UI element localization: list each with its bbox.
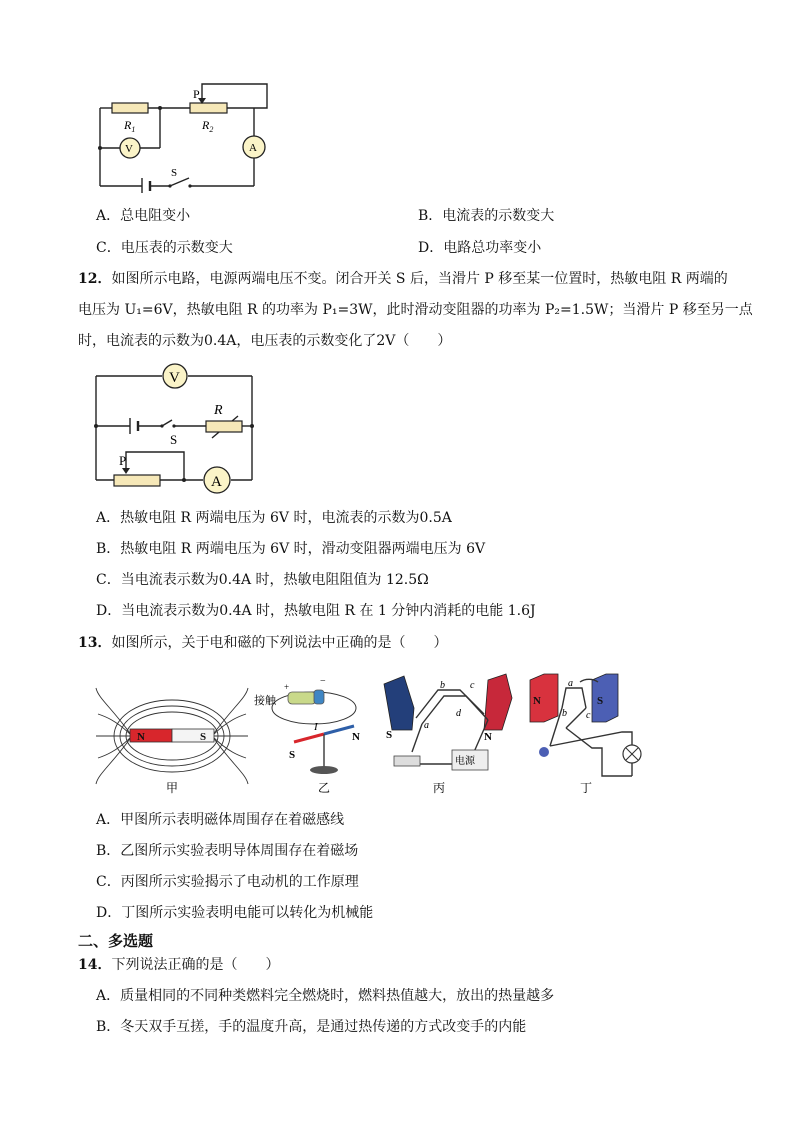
figure-label-ding: 丁 (580, 781, 593, 795)
q12-line-3: 时，电流表的示数为0.4A，电压表的示数变化了2V（ ） (78, 333, 452, 349)
q11-option-a[interactable]: A．总电阻变小 (96, 208, 191, 224)
q11-option-b[interactable]: B．电流表的示数变大 (418, 208, 555, 224)
q12-option-b[interactable]: B．热敏电阻 R 两端电压为 6V 时，滑动变阻器两端电压为 6V (96, 541, 486, 557)
label-v-2: V (169, 370, 180, 386)
label-r2: $R_2$ (202, 118, 214, 134)
label-r: R (214, 403, 223, 418)
q14-stem: 14．下列说法正确的是（ ） (78, 957, 280, 973)
bing-b-label: b (440, 680, 445, 691)
resistor-r1 (112, 103, 148, 113)
q13-option-d[interactable]: D．丁图所示实验表明电能可以转化为机械能 (96, 905, 374, 921)
current-label: I (314, 721, 318, 733)
label-r1: $R_1$ (124, 118, 136, 134)
q11-option-d[interactable]: D．电路总功率变小 (418, 240, 542, 256)
circuit-diagram-q12 (90, 362, 260, 494)
thermistor-r (206, 421, 242, 432)
ding-a-label: a (568, 678, 573, 689)
q14-number: 14． (78, 957, 112, 973)
bing-s-label: S (386, 729, 393, 741)
rheostat (114, 475, 160, 486)
label-v: V (125, 143, 133, 155)
q14-option-b[interactable]: B．冬天双手互搓，手的温度升高，是通过热传递的方式改变手的内能 (96, 1019, 527, 1035)
ding-b-label: b (562, 708, 567, 719)
bing-d-label: d (456, 708, 461, 719)
q13-figures (92, 668, 652, 798)
figure-bing (384, 674, 512, 795)
label-a-2: A (211, 474, 222, 490)
q12-line-1: 12．如图所示电路，电源两端电压不变。闭合开关 S 后，当滑片 P 移至某一位置时，热敏电阻 R 两端的 (78, 271, 728, 287)
q12-line-2: 电压为 U₁=6V，热敏电阻 R 的功率为 P₁=3W，此时滑动变阻器的功率为 P₂=1.5W；当滑片 P 移至另一点 (78, 302, 753, 318)
svg-text:+: + (284, 682, 290, 692)
q13-option-a[interactable]: A．甲图所示表明磁体周围存在着磁感线 (96, 812, 345, 828)
yi-n-label: N (352, 731, 360, 743)
jia-s-label: S (200, 731, 207, 743)
q12-number: 12． (78, 271, 112, 287)
label-a: A (249, 142, 257, 154)
q13-option-c[interactable]: C．丙图所示实验揭示了电动机的工作原理 (96, 874, 359, 890)
jia-n-label: N (137, 731, 145, 743)
figure-jia (96, 688, 248, 795)
circuit-diagram-q11 (92, 78, 272, 193)
q13-number: 13． (78, 635, 112, 651)
bing-c-label: c (470, 680, 475, 691)
q11-option-c[interactable]: C．电压表的示数变大 (96, 240, 233, 256)
q13-stem: 13．如图所示，关于电和磁的下列说法中正确的是（ ） (78, 635, 448, 651)
ding-n-label: N (533, 695, 541, 707)
figure-yi (254, 676, 360, 795)
yi-s-label: S (289, 749, 296, 761)
svg-text:−: − (320, 676, 326, 687)
q14-option-a[interactable]: A．质量相同的不同种类燃料完全燃烧时，燃料热值越大，放出的热量越多 (96, 988, 555, 1004)
label-p-2: P (119, 453, 127, 468)
power-label: 电源 (455, 756, 475, 767)
q12-option-d[interactable]: D．当电流表示数为0.4A 时，热敏电阻 R 在 1 分钟内消耗的电能 1.6J (96, 603, 536, 619)
label-s-2: S (170, 432, 178, 447)
figure-ding (530, 674, 641, 795)
ding-s-label: S (597, 695, 604, 707)
q12-option-c[interactable]: C．当电流表示数为0.4A 时，热敏电阻阻值为 12.5Ω (96, 572, 429, 588)
figure-label-yi: 乙 (318, 781, 331, 795)
figure-label-bing: 丙 (433, 781, 446, 795)
resistor-r2 (190, 103, 227, 113)
bing-a-label: a (424, 720, 429, 731)
contact-label: 接触 (254, 695, 276, 707)
bing-n-label: N (484, 731, 492, 743)
label-s: S (171, 167, 178, 179)
label-p: P (193, 87, 200, 101)
q13-option-b[interactable]: B．乙图所示实验表明导体周围存在着磁场 (96, 843, 359, 859)
ding-c-label: c (586, 710, 591, 721)
q12-option-a[interactable]: A．热敏电阻 R 两端电压为 6V 时，电流表的示数为0.5A (96, 510, 452, 526)
figure-label-jia: 甲 (166, 781, 179, 795)
section-title-multiple-choice: 二、多选题 (78, 932, 154, 950)
